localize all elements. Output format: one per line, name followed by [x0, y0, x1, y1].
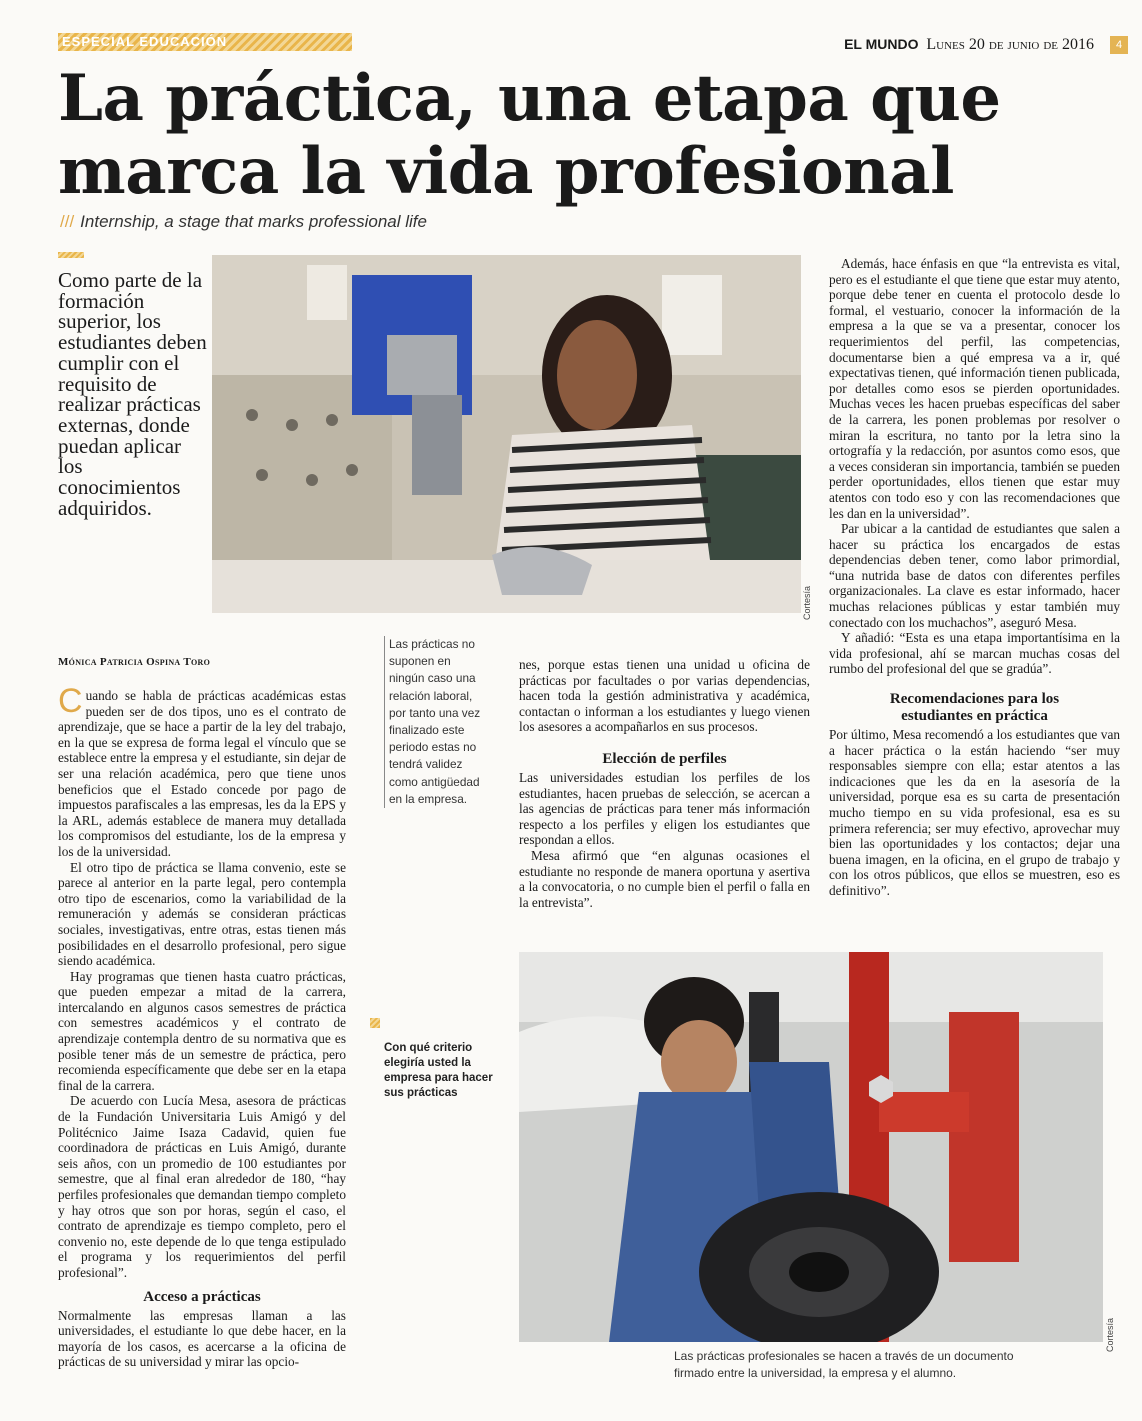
paragraph: Por último, Mesa recomendó a los estudiantes que van a hacer práctica o la están haciendo “ser muy responsables siempre con ella; estar atentos a las indicaciones que les da en la asesoría de la universidad, porque esa es su carta de presentación mucho tiempo en su vida profesional, esa es su primera referencia; ser muy efectivo, aprovechar muy bien las oportunidades y los contactos; dejar una buena imagen, en la oficina, en el grupo de trabajo y con los otros públicos, que ellos se muestren, eso es definitivo”. [829, 727, 1120, 898]
photo2-credit: Cortesía [1105, 1317, 1115, 1352]
subtitle-eleccion: Elección de perfiles [602, 750, 727, 767]
paragraph: Y añadió: “Esta es una etapa importantísima en la vida profesional, ahí se marcan muchas cosas del rumbo del profesional del que se gradúa”. [829, 630, 1120, 677]
subtitle-recomendaciones [829, 691, 1120, 725]
column-3 [829, 256, 1120, 899]
paragraph-text: uando se habla de prácticas académicas estas pueden ser de dos tipos, uno es el contrato de aprendizaje, que se hace a partir de la ley del trabajo, en la que se expresa de forma legal el vínculo que se establece entre la empresa y el estudiante, sin dejar de ser una relación académica, pero que tiene unos beneficios que el Estado concede por pago de impuestos parafiscales a las empresas, les da la EPS y la ARL, además establece de manera muy detallada los compromisos del estudiante, los de la empresa y los de la universidad. [58, 688, 346, 859]
intro-text: Como parte de la formación superior, los estudiantes deben cumplir con el requisito de realizar prácticas externas, donde puedan aplicar los conocimientos adquiridos. [58, 268, 207, 520]
headline [58, 62, 1058, 208]
question-box: Con qué criterio elegiría usted la empresa para hacer sus prácticas [384, 1042, 493, 1099]
photo-student-tire [519, 952, 1103, 1342]
headline-line-1: La práctica, una etapa que [58, 61, 1001, 136]
paragraph: Par ubicar a la cantidad de estudiantes que salen a hacer su práctica los encargados de estas dependencias deben tener, como labor primordial, “una nutrida base de datos con diferentes perfiles organizacionales. La clave es estar informado, hacer muchas relaciones públicas y estar también muy conectado con los muchachos”, aseguró Mesa. [829, 521, 1120, 630]
masthead [844, 36, 1094, 54]
question-marker [370, 1018, 380, 1028]
photo-student-tire-image [519, 952, 1103, 1342]
subtitle-line-1: Recomendaciones para los [889, 691, 1060, 708]
paragraph: Las universidades estudian los perfiles de los estudiantes, hacen pruebas de selección, se acercan a las agencias de prácticas para tener más información respecto a los perfiles y eligen los estudiantes que respondan a ellos. [519, 769, 810, 848]
drop-cap: C [58, 682, 83, 720]
paragraph: El otro tipo de práctica se llama convenio, este se parece al anterior en la parte legal, pero contempla otro tipo de escenarios, como la variabilidad de la remuneración y además se consideran prácticas sociales, investigativas, entre otras, estas tienen más posibilidades en el desarrollo profesional, pero sigue siendo académica. [58, 859, 346, 969]
subhead-marker: /// [60, 212, 75, 231]
photo-caption: Las prácticas profesionales se hacen a través de un documento firmado entre la universidad, la empresa y el alumno. [674, 1349, 1014, 1380]
headline-line-2: marca la vida profesional [58, 134, 954, 209]
section-tag: ESPECIAL EDUCACIÓN [58, 33, 352, 51]
paragraph: Normalmente las empresas llaman a las universidades, el estudiante lo que debe hacer, en la mayoría de los casos, es acercarse a la oficina de prácticas de su universidad y mirar las opcio- [58, 1307, 346, 1370]
newspaper-name: EL MUNDO [844, 36, 919, 52]
paragraph [58, 682, 346, 860]
pull-quote: Las prácticas no suponen en ningún caso una relación laboral, por tanto una vez finalizado este periodo estas no tendrá validez como antigüedad en la empresa. [384, 636, 489, 808]
issue-date: Lunes 20 de junio de 2016 [926, 36, 1094, 53]
photo-student-machine [212, 255, 801, 613]
intro-marker [58, 252, 84, 258]
subtitle-line-2: estudiantes en práctica [901, 708, 1048, 725]
paragraph: Mesa afirmó que “en algunas ocasiones el estudiante no responde de manera oportuna y asertiva a la convocatoria, o no cumple bien el perfil o falla en la entrevista”. [519, 847, 810, 910]
subheadline [60, 212, 427, 232]
paragraph: De acuerdo con Lucía Mesa, asesora de prácticas de la Fundación Universitaria Luis Amigó y del Politécnico Jaime Isaza Cadavid, quien fue coordinadora de prácticas en Luis Amigó, durante seis años, con un promedio de 100 estudiantes por semestre, que al final eran alrededor de 180, “hay perfiles profesionales que demandan tiempo completo y hay otros que son por horas, según el caso, el contrato de aprendizaje es tiempo completo, pero el convenio no, este depende de lo que tenga estipulado el programa y los requerimientos del perfil profesional”. [58, 1093, 346, 1280]
subtitle-acceso: Acceso a prácticas [143, 1288, 261, 1305]
paragraph: Hay programas que tienen hasta cuatro prácticas, que pueden empezar a mitad de la carrera, intercalando en algunos casos semestres de práctica con semestres académicos y el contrato de aprendizaje contempla dentro de su normativa que es posible tener más de un semestre de práctica, pero recomienda específicamente que debe ser en la etapa final de la carrera. [58, 968, 346, 1093]
page-number: 4 [1110, 36, 1128, 54]
paragraph: Además, hace énfasis en que “la entrevista es vital, pero es el estudiante el que tiene que estar muy atento, porque debe tener en cuenta el protocolo desde lo formal, el vestuario, conocer la información de la empresa a la que se va a presentar, conocer los requerimientos del perfil, las competencias, documentarse bien a qué empresa va a ir, qué expectativas tienen, qué información tienen publicada, por detalles como esos se pierden oportunidades. Muchas veces les hacen pruebas específicas del saber de la carrera, les ponen problemas por resolver o miran la escritura, no tanto por la letra sino la ortografía y la redacción, por asuntos como esos, que a veces consideran sin importancia, también se pueden perder oportunidades, ellos tienen que estar muy atentos con todo eso y con las recomendaciones que les dan en la universidad”. [829, 256, 1120, 521]
column-2 [519, 657, 810, 910]
photo1-credit: Cortesía [802, 585, 812, 620]
column-1 [58, 682, 346, 1370]
paragraph: nes, porque estas tienen una unidad u oficina de prácticas por facultades o por varias dependencias, hacen toda la gestión administrativa y académica, contactan o informan a los estudiantes y luego vienen los asesores a acompañarlos en sus procesos. [519, 657, 810, 735]
subhead-text: Internship, a stage that marks professional life [80, 212, 427, 231]
byline: Mónica Patricia Ospina Toro [58, 656, 211, 668]
photo-student-machine-image [212, 255, 801, 613]
